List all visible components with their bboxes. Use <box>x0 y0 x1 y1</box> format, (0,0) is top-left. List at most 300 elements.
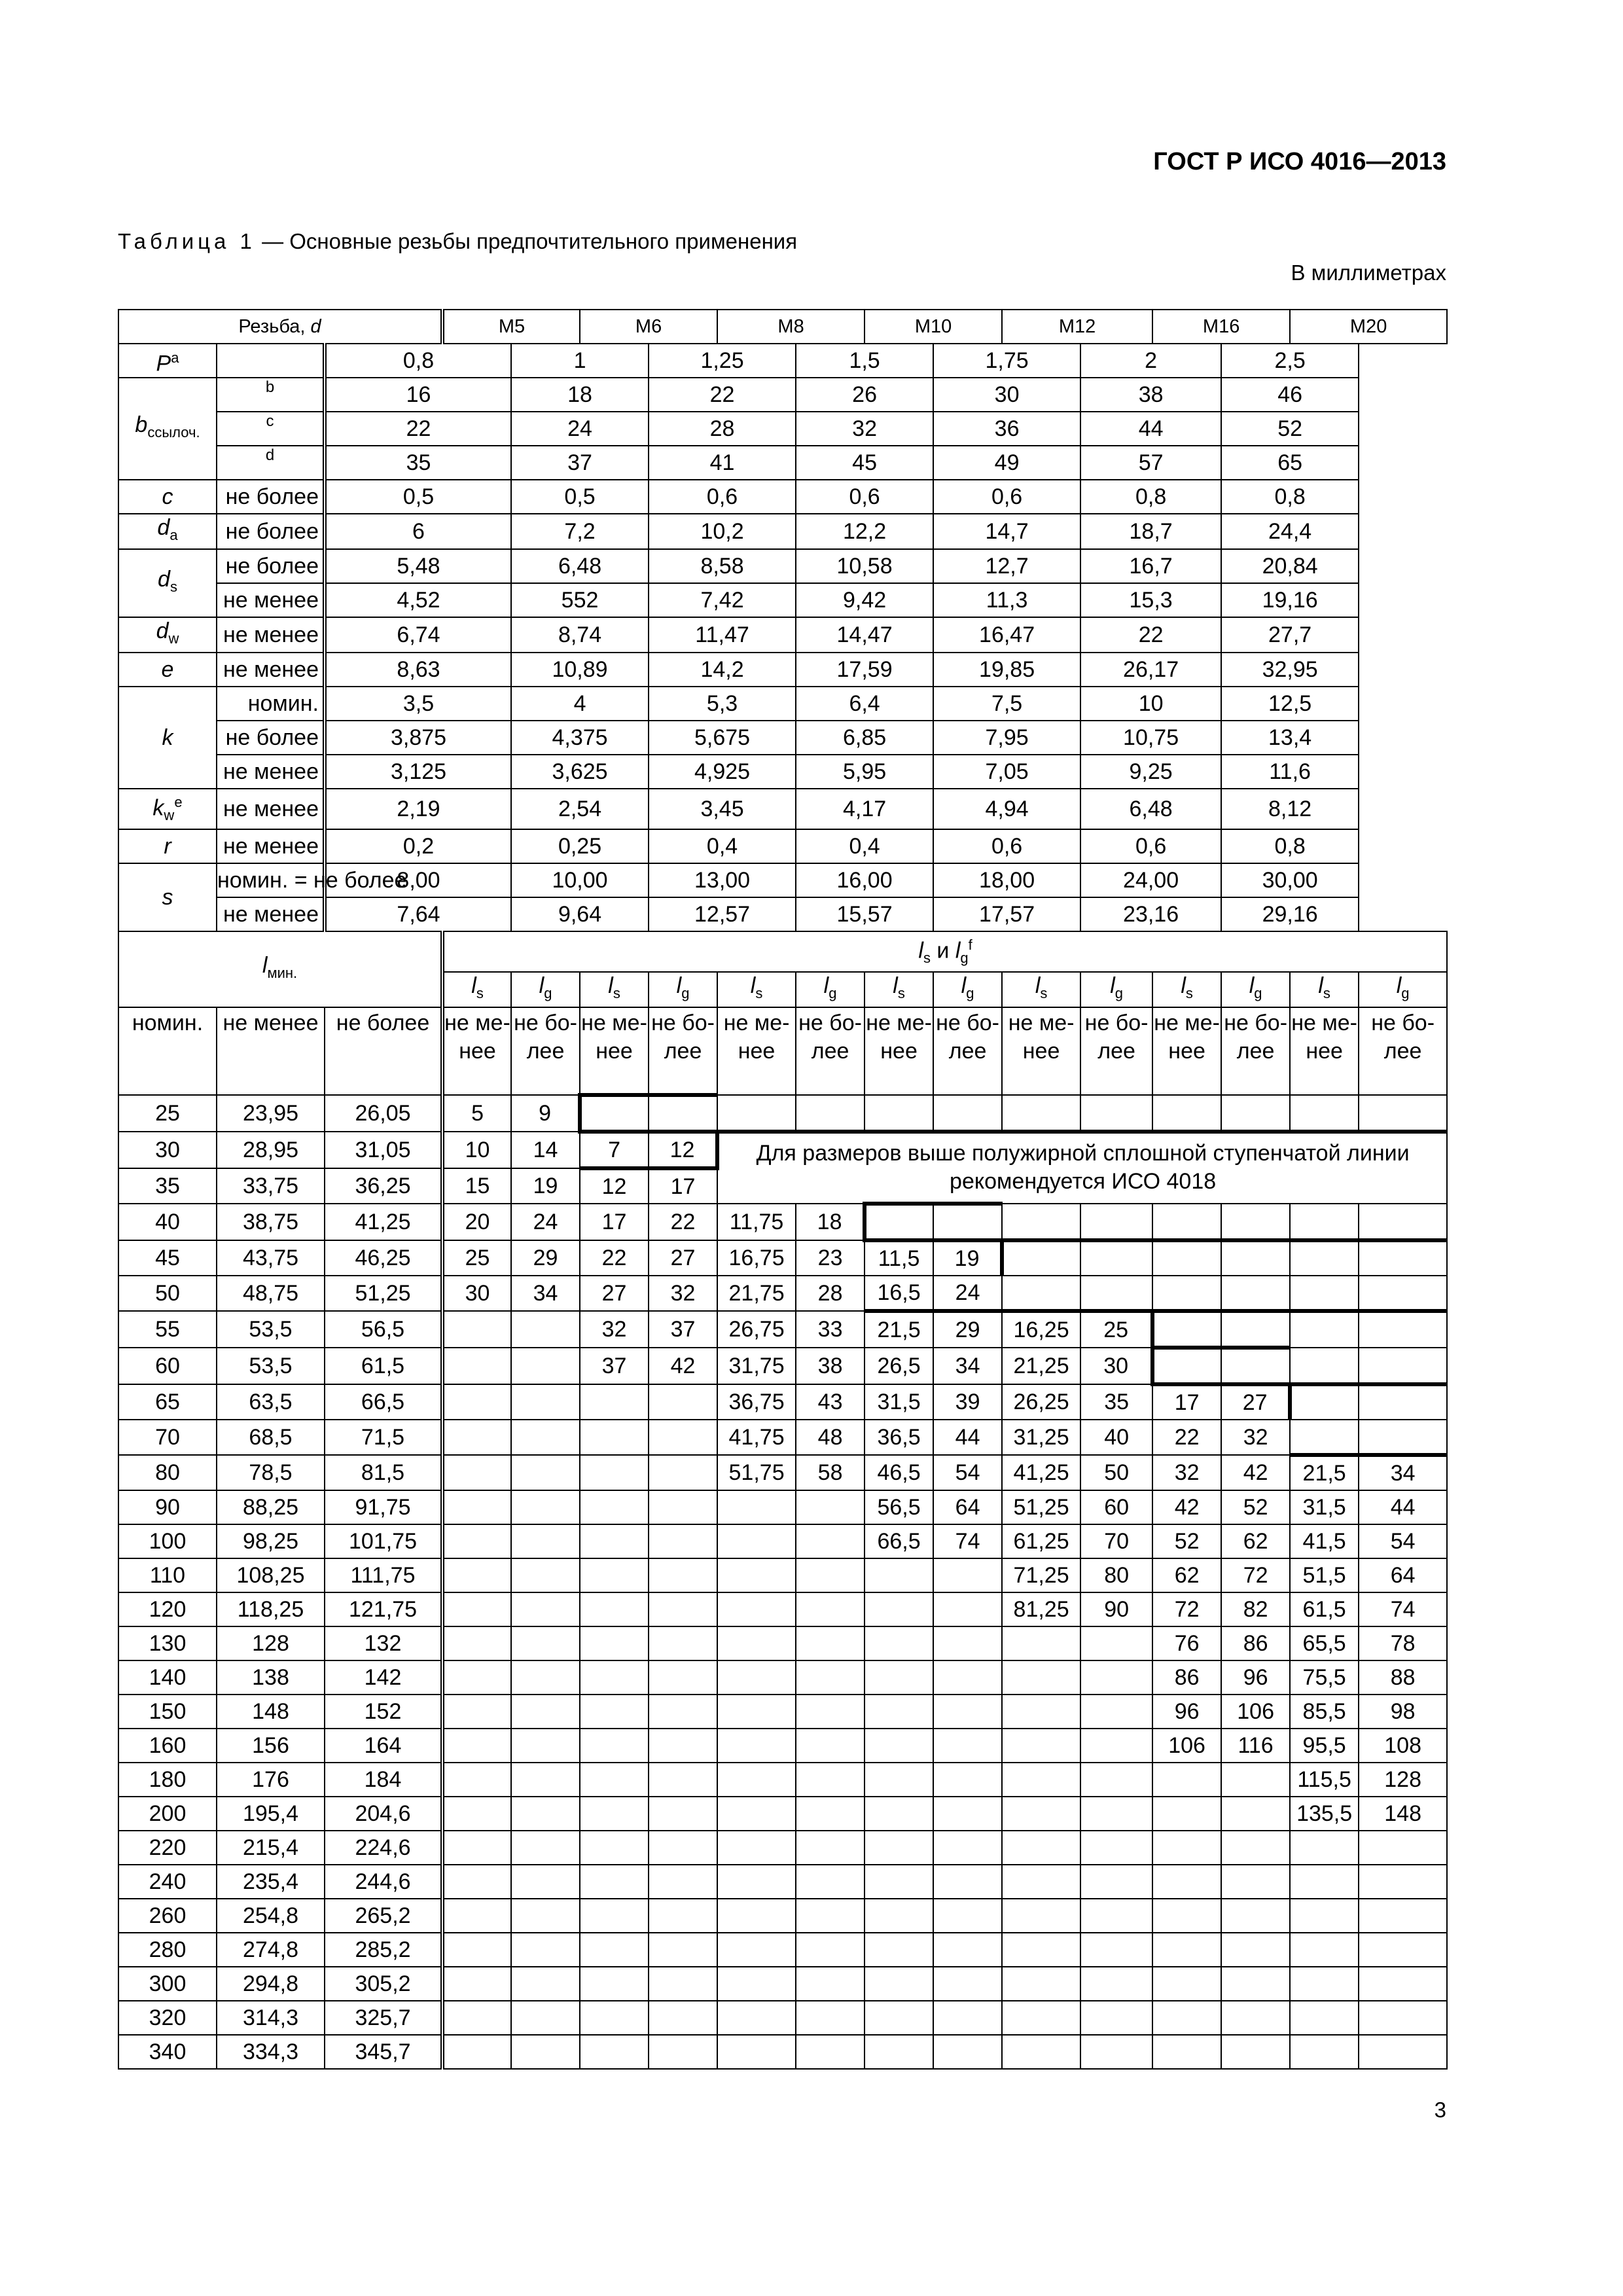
symbol-letter: l <box>1181 973 1186 998</box>
symbol-letter: b <box>135 412 148 438</box>
lg-value <box>933 1797 1002 1831</box>
ls-value: 32 <box>1152 1455 1221 1490</box>
ls-value: 51,25 <box>1002 1490 1080 1524</box>
lg-value: 14 <box>511 1132 580 1168</box>
length-nominal: 220 <box>118 1831 217 1865</box>
spec-value: 3,125 <box>325 755 511 789</box>
length-max: 204,6 <box>325 1797 442 1831</box>
length-nominal: 40 <box>118 1204 217 1240</box>
ls-value <box>442 1899 511 1933</box>
symbol-superscript: e <box>174 793 183 810</box>
spec-value: 7,42 <box>649 583 796 617</box>
ls-value <box>865 1797 933 1831</box>
spec-value: 8,74 <box>511 617 649 653</box>
ls-value <box>1152 1797 1221 1831</box>
length-nominal: 30 <box>118 1132 217 1168</box>
lg-value: 43 <box>796 1384 865 1420</box>
lg-value <box>511 1558 580 1592</box>
length-nominal: 70 <box>118 1420 217 1455</box>
spec-value: 11,6 <box>1221 755 1359 789</box>
spec-value: 3,625 <box>511 755 649 789</box>
footnote-mark: f <box>968 936 972 953</box>
spec-value: 4 <box>511 687 649 721</box>
ls-value: 22 <box>1152 1420 1221 1455</box>
ls-value: 41,5 <box>1290 1524 1359 1558</box>
ls-value <box>717 2035 796 2069</box>
ls-value: 16,5 <box>865 1276 933 1311</box>
spec-value: 6,48 <box>1080 789 1221 829</box>
ls-value <box>580 1095 649 1132</box>
lg-value <box>649 1729 717 1763</box>
ls-value: 52 <box>1152 1524 1221 1558</box>
length-row <box>118 1729 1447 1763</box>
ls-value <box>865 1729 933 1763</box>
symbol-letter: l <box>961 973 967 998</box>
ls-value: 41,75 <box>717 1420 796 1455</box>
lg-value <box>933 1660 1002 1695</box>
ls-value <box>580 1384 649 1420</box>
spec-value: 0,6 <box>1080 829 1221 863</box>
spec-value: 30 <box>933 378 1080 412</box>
length-min: 314,3 <box>217 2001 325 2035</box>
ls-value <box>717 2001 796 2035</box>
lg-value: 72 <box>1221 1558 1290 1592</box>
spec-row <box>118 344 1447 378</box>
spec-value: 30,00 <box>1221 863 1359 897</box>
condition-label: не более <box>217 721 325 755</box>
lg-value <box>649 1831 717 1865</box>
length-nominal: 340 <box>118 2035 217 2069</box>
lg-value: 74 <box>1359 1592 1447 1626</box>
ls-value <box>580 1797 649 1831</box>
spec-row <box>118 514 1447 549</box>
lg-value: 9 <box>511 1095 580 1132</box>
spec-row <box>118 549 1447 583</box>
ls-value <box>717 1865 796 1899</box>
ls-value <box>1002 1095 1080 1132</box>
ls-value <box>1290 1348 1359 1384</box>
length-nominal: 200 <box>118 1797 217 1831</box>
ls-value: 86 <box>1152 1660 1221 1695</box>
lg-value <box>1221 1967 1290 2001</box>
spec-value: 12,57 <box>649 897 796 931</box>
ls-value <box>717 1095 796 1132</box>
ls-value: 21,5 <box>1290 1455 1359 1490</box>
thread-symbol: d <box>310 316 321 337</box>
ls-value <box>442 1311 511 1348</box>
lg-value: 40 <box>1080 1420 1152 1455</box>
ls-value <box>1002 1204 1080 1240</box>
lg-value: 48 <box>796 1420 865 1455</box>
lg-value <box>933 1933 1002 1967</box>
ls-value <box>717 1899 796 1933</box>
iso-4018-note: Для размеров выше полужирной сплошной ступенчатой линии рекомендуется ИСО 4018 <box>717 1132 1447 1204</box>
length-min: 156 <box>217 1729 325 1763</box>
symbol-letter: l <box>893 973 898 998</box>
ls-value <box>717 1660 796 1695</box>
ls-value <box>442 1348 511 1384</box>
ls-column-header <box>442 972 511 1007</box>
ls-column-header <box>1152 972 1221 1007</box>
length-row <box>118 1626 1447 1660</box>
ls-value <box>580 1899 649 1933</box>
condition-label: не менее <box>217 617 325 653</box>
lg-value <box>1359 1384 1447 1420</box>
lg-value: 116 <box>1221 1729 1290 1763</box>
length-max: 111,75 <box>325 1558 442 1592</box>
ls-value <box>717 1490 796 1524</box>
spec-value: 2,19 <box>325 789 511 829</box>
length-nominal: 55 <box>118 1311 217 1348</box>
lg-value: 42 <box>1221 1455 1290 1490</box>
length-max: 164 <box>325 1729 442 1763</box>
ls-value <box>865 1592 933 1626</box>
spec-value: 32 <box>796 412 933 446</box>
thread-dimensions-table <box>118 309 1448 2070</box>
length-max: 285,2 <box>325 1933 442 1967</box>
spec-value: 18 <box>511 378 649 412</box>
length-max: 26,05 <box>325 1095 442 1132</box>
lg-value <box>511 1797 580 1831</box>
ls-value: 22 <box>580 1240 649 1276</box>
condition-label: не более <box>217 549 325 583</box>
spec-value: 11,47 <box>649 617 796 653</box>
length-max: 142 <box>325 1660 442 1695</box>
ls-value <box>1002 1240 1080 1276</box>
length-row <box>118 1831 1447 1865</box>
lg-value <box>511 1592 580 1626</box>
spec-value: 10,75 <box>1080 721 1221 755</box>
table-caption-text: — Основные резьбы предпочтительного применения <box>255 229 798 253</box>
symbol-letter: l <box>539 973 544 998</box>
lg-max-header: не бо- лее <box>933 1007 1002 1095</box>
lg-column-header <box>1080 972 1152 1007</box>
max-header: не более <box>325 1007 442 1095</box>
spec-row <box>118 583 1447 617</box>
ls-value <box>580 2035 649 2069</box>
ls-value: 135,5 <box>1290 1797 1359 1831</box>
spec-value: 7,95 <box>933 721 1080 755</box>
ls-value: 75,5 <box>1290 1660 1359 1695</box>
length-row <box>118 1348 1447 1384</box>
ls-value <box>865 2035 933 2069</box>
spec-row <box>118 721 1447 755</box>
length-max: 265,2 <box>325 1899 442 1933</box>
lg-value <box>1359 1311 1447 1348</box>
ls-value <box>442 1626 511 1660</box>
ls-value <box>717 1558 796 1592</box>
lg-value <box>511 2035 580 2069</box>
symbol-letter: l <box>955 938 961 963</box>
spec-value: 4,52 <box>325 583 511 617</box>
lg-value <box>649 1763 717 1797</box>
symbol-letter: l <box>918 938 923 963</box>
spec-value: 38 <box>1080 378 1221 412</box>
lg-max-header: не бо- лее <box>511 1007 580 1095</box>
ls-value: 42 <box>1152 1490 1221 1524</box>
spec-value: 14,47 <box>796 617 933 653</box>
lg-value <box>1080 1967 1152 2001</box>
length-max: 132 <box>325 1626 442 1660</box>
spec-value: 10,89 <box>511 653 649 687</box>
lg-value <box>511 1831 580 1865</box>
spec-value: 12,7 <box>933 549 1080 583</box>
ls-value <box>1290 1204 1359 1240</box>
spec-row <box>118 863 1447 897</box>
condition-label: не менее <box>217 897 325 931</box>
ls-value <box>580 1524 649 1558</box>
symbol-letter: l <box>471 973 476 998</box>
spec-value: 14,2 <box>649 653 796 687</box>
lg-value <box>649 1490 717 1524</box>
spec-value: 7,2 <box>511 514 649 549</box>
ls-value: 7 <box>580 1132 649 1168</box>
spec-value: 4,375 <box>511 721 649 755</box>
page-number: 3 <box>1434 2098 1446 2122</box>
lg-value <box>511 1420 580 1455</box>
thread-label: Резьба, <box>238 316 311 337</box>
lg-value <box>933 2001 1002 2035</box>
length-row <box>118 1455 1447 1490</box>
length-row <box>118 1095 1447 1132</box>
spec-value: 8,63 <box>325 653 511 687</box>
lg-value <box>511 1311 580 1348</box>
length-min: 108,25 <box>217 1558 325 1592</box>
lg-value <box>649 1660 717 1695</box>
lg-value <box>649 1592 717 1626</box>
lg-column-header <box>649 972 717 1007</box>
length-max: 41,25 <box>325 1204 442 1240</box>
condition-label: не более <box>217 480 325 514</box>
lg-value <box>1080 2035 1152 2069</box>
lg-value: 28 <box>796 1276 865 1311</box>
length-nominal: 320 <box>118 2001 217 2035</box>
lg-value: 29 <box>511 1240 580 1276</box>
ls-column-header <box>1290 972 1359 1007</box>
symbol-subscript: g <box>1401 984 1410 1001</box>
spec-value: 11,3 <box>933 583 1080 617</box>
ls-value <box>1290 1933 1359 1967</box>
ls-value <box>1152 2035 1221 2069</box>
lg-column-header <box>1359 972 1447 1007</box>
spec-value: 15,57 <box>796 897 933 931</box>
lg-value <box>1080 1204 1152 1240</box>
ls-value: 61,5 <box>1290 1592 1359 1626</box>
spec-value: 552 <box>511 583 649 617</box>
symbol-subscript: s <box>1323 984 1330 1001</box>
ls-value: 66,5 <box>865 1524 933 1558</box>
length-min: 235,4 <box>217 1865 325 1899</box>
lg-value: 25 <box>1080 1311 1152 1348</box>
ls-value <box>1152 1763 1221 1797</box>
length-min: 195,4 <box>217 1797 325 1831</box>
lg-value: 98 <box>1359 1695 1447 1729</box>
ls-value <box>1002 1865 1080 1899</box>
lg-value <box>933 1558 1002 1592</box>
lg-column-header <box>933 972 1002 1007</box>
ls-value: 95,5 <box>1290 1729 1359 1763</box>
spec-value: 10,2 <box>649 514 796 549</box>
ls-min-header: не ме- нее <box>1290 1007 1359 1095</box>
length-max: 56,5 <box>325 1311 442 1348</box>
lg-value <box>511 1763 580 1797</box>
lg-value: 44 <box>933 1420 1002 1455</box>
lg-value <box>1080 1626 1152 1660</box>
lg-value: 64 <box>933 1490 1002 1524</box>
spec-value: 17,57 <box>933 897 1080 931</box>
lg-value <box>511 1865 580 1899</box>
lg-value: 12 <box>649 1132 717 1168</box>
lg-value: 34 <box>1359 1455 1447 1490</box>
ls-value: 25 <box>442 1240 511 1276</box>
ls-value <box>1002 2001 1080 2035</box>
lg-value <box>1080 2001 1152 2035</box>
length-max: 81,5 <box>325 1455 442 1490</box>
spec-value: 32,95 <box>1221 653 1359 687</box>
spec-row <box>118 687 1447 721</box>
ls-value <box>1290 2001 1359 2035</box>
spec-value: 12,5 <box>1221 687 1359 721</box>
lg-value: 42 <box>649 1348 717 1384</box>
ls-value <box>1002 1899 1080 1933</box>
lg-value <box>796 2035 865 2069</box>
ls-value <box>442 1695 511 1729</box>
lg-value: 106 <box>1221 1695 1290 1729</box>
parameter-symbol <box>118 687 217 789</box>
spec-value: 0,6 <box>933 480 1080 514</box>
symbol-subscript: w <box>164 806 175 823</box>
spec-value: 0,5 <box>511 480 649 514</box>
lg-value <box>511 1348 580 1384</box>
lg-value <box>511 1729 580 1763</box>
length-min: 294,8 <box>217 1967 325 2001</box>
spec-value: 0,6 <box>933 829 1080 863</box>
ls-value <box>1152 1204 1221 1240</box>
spec-value: 16,00 <box>796 863 933 897</box>
symbol-subscript: g <box>960 949 969 966</box>
standard-designation: ГОСТ Р ИСО 4016—2013 <box>1153 148 1446 175</box>
length-min: 98,25 <box>217 1524 325 1558</box>
symbol-letter: l <box>823 973 829 998</box>
ls-value: 71,25 <box>1002 1558 1080 1592</box>
spec-value: 5,3 <box>649 687 796 721</box>
length-row <box>118 1933 1447 1967</box>
lg-value: 38 <box>796 1348 865 1384</box>
length-min: 68,5 <box>217 1420 325 1455</box>
length-max: 325,7 <box>325 2001 442 2035</box>
ls-value <box>442 1797 511 1831</box>
symbol-letter: s <box>162 884 173 910</box>
spec-value: 28 <box>649 412 796 446</box>
length-row <box>118 1865 1447 1899</box>
spec-value: 7,64 <box>325 897 511 931</box>
ls-value <box>1152 1899 1221 1933</box>
ls-value <box>442 1384 511 1420</box>
ls-value: 27 <box>580 1276 649 1311</box>
ls-value <box>442 1420 511 1455</box>
spec-value: 0,4 <box>649 829 796 863</box>
lg-value <box>796 1592 865 1626</box>
lg-value <box>933 1865 1002 1899</box>
symbol-subscript: мин. <box>267 964 298 981</box>
spec-value: 49 <box>933 446 1080 480</box>
ls-value <box>442 1455 511 1490</box>
ls-value: 51,75 <box>717 1455 796 1490</box>
lg-value <box>933 1831 1002 1865</box>
ls-value <box>717 1831 796 1865</box>
lg-value <box>1221 1204 1290 1240</box>
length-nominal: 35 <box>118 1168 217 1204</box>
spec-value: 0,5 <box>325 480 511 514</box>
spec-value: 2,54 <box>511 789 649 829</box>
lg-value: 17 <box>649 1168 717 1204</box>
spec-value: 24,00 <box>1080 863 1221 897</box>
lg-value <box>649 1455 717 1490</box>
length-max: 305,2 <box>325 1967 442 2001</box>
lg-value: 78 <box>1359 1626 1447 1660</box>
lg-value: 29 <box>933 1311 1002 1348</box>
length-max: 184 <box>325 1763 442 1797</box>
length-max: 71,5 <box>325 1420 442 1455</box>
lg-value: 54 <box>1359 1524 1447 1558</box>
ls-value: 17 <box>1152 1384 1221 1420</box>
lg-value <box>1080 1763 1152 1797</box>
length-max: 152 <box>325 1695 442 1729</box>
length-min: 274,8 <box>217 1933 325 1967</box>
lg-value <box>511 1384 580 1420</box>
ls-value <box>865 1899 933 1933</box>
ls-value <box>1152 1865 1221 1899</box>
ls-column-header <box>717 972 796 1007</box>
lg-value: 128 <box>1359 1763 1447 1797</box>
length-max: 101,75 <box>325 1524 442 1558</box>
spec-value: 23,16 <box>1080 897 1221 931</box>
lg-value <box>649 1558 717 1592</box>
symbol-letter: k <box>152 795 164 820</box>
ls-value <box>865 1967 933 2001</box>
ls-value <box>717 1967 796 2001</box>
b-ref-symbol <box>118 378 217 480</box>
symbol-subscript: w <box>168 630 179 647</box>
lg-value <box>1080 1797 1152 1831</box>
length-nominal: 110 <box>118 1558 217 1592</box>
length-row <box>118 1204 1447 1240</box>
lg-value <box>1080 1095 1152 1132</box>
ls-value <box>580 1455 649 1490</box>
lg-value <box>1080 1729 1152 1763</box>
ls-value: 62 <box>1152 1558 1221 1592</box>
length-row <box>118 1240 1447 1276</box>
length-nominal: 50 <box>118 1276 217 1311</box>
size-header-m12: M12 <box>1002 310 1152 344</box>
lg-value <box>511 1695 580 1729</box>
symbol-subscript: ссылоч. <box>147 423 200 440</box>
spec-row <box>118 653 1447 687</box>
lg-value <box>796 1095 865 1132</box>
spec-value: 9,64 <box>511 897 649 931</box>
length-row <box>118 1899 1447 1933</box>
spec-value: 24,4 <box>1221 514 1359 549</box>
ls-value <box>580 1729 649 1763</box>
parameter-symbol <box>118 789 217 829</box>
lg-max-header: не бо- лее <box>796 1007 865 1095</box>
spec-value: 18,00 <box>933 863 1080 897</box>
lg-value <box>933 1899 1002 1933</box>
symbol-letter: l <box>1249 973 1255 998</box>
ls-value <box>1290 1899 1359 1933</box>
ls-value: 76 <box>1152 1626 1221 1660</box>
lg-value <box>1359 1420 1447 1455</box>
